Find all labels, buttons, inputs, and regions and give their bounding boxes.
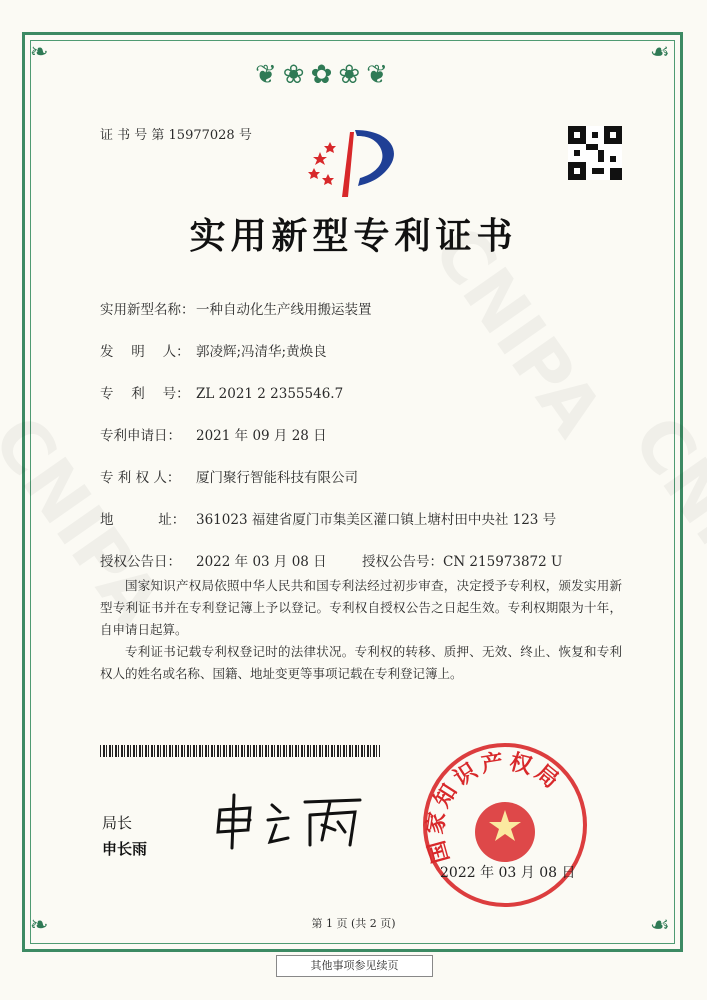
field-label: 实用新型名称： (100, 302, 195, 318)
field-value: 厦门聚行智能科技有限公司 (196, 470, 358, 486)
barcode (100, 745, 380, 757)
cnipa-logo-icon (300, 122, 410, 202)
official-seal (420, 740, 590, 910)
corner-ornament-icon: ❧ (30, 913, 49, 938)
field-label: 专 利 权 人： (100, 470, 181, 486)
certificate-title: 实用新型专利证书 (189, 215, 518, 257)
top-ornament-icon: ❦❀✿❀❦ (255, 60, 394, 90)
field-value: 361023 福建省厦门市集美区灌口镇上塘村田中央社 123 号 (196, 512, 557, 528)
signatory-title: 局长 (102, 814, 133, 832)
field-label: 专利申请日： (100, 428, 181, 444)
field-address (100, 508, 556, 528)
page-number: 第 1 页 (共 2 页) (311, 917, 396, 930)
field-patentee (100, 466, 358, 486)
field-value: CN 215973872 U (443, 554, 563, 570)
handwritten-signature (210, 790, 370, 850)
field-label: 发 明 人： (100, 344, 190, 360)
seal-text: 国家知识产权局 (421, 748, 567, 866)
field-value: 郭凌辉;冯清华;黄焕良 (196, 344, 327, 360)
continue-note: 其他事项参见续页 (276, 955, 433, 977)
field-value: 一种自动化生产线用搬运装置 (196, 302, 372, 318)
field-label: 地 址： (100, 512, 186, 528)
field-announcement-number (362, 550, 562, 570)
signatory-name: 申长雨 (102, 840, 148, 858)
field-inventors (100, 340, 327, 360)
paragraph-legal-status: 专利证书记载专利权登记时的法律状况。专利权的转移、质押、无效、终止、恢复和专利权人的姓名或名称、国籍、地址变更等事项记载在专利登记簿上。 (100, 644, 622, 681)
field-label: 授权公告日： (100, 554, 181, 570)
paragraph-grant: 国家知识产权局依照中华人民共和国专利法经过初步审查，决定授予专利权，颁发实用新型专利证书并在专利登记簿上予以登记。专利权自授权公告之日起生效。专利权期限为十年，自申请日起算。 (100, 578, 622, 637)
field-label: 授权公告号： (362, 554, 443, 570)
corner-ornament-icon: ❧ (30, 40, 49, 65)
field-grant-date (100, 550, 327, 570)
field-value: 2022 年 03 月 08 日 (196, 554, 327, 570)
field-application-date (100, 424, 327, 444)
certificate-number: 证 书 号 第 15977028 号 (100, 128, 252, 143)
qr-code (568, 126, 622, 180)
corner-ornament-icon: ☙ (650, 40, 670, 65)
corner-ornament-icon: ☙ (650, 913, 670, 938)
field-value: 2021 年 09 月 28 日 (196, 428, 327, 444)
field-value: ZL 2021 2 2355546.7 (196, 386, 344, 402)
field-patent-number (100, 382, 343, 402)
field-utility-model-name (100, 298, 372, 318)
seal-date: 2022 年 03 月 08 日 (440, 865, 576, 881)
field-label: 专 利 号： (100, 386, 190, 402)
